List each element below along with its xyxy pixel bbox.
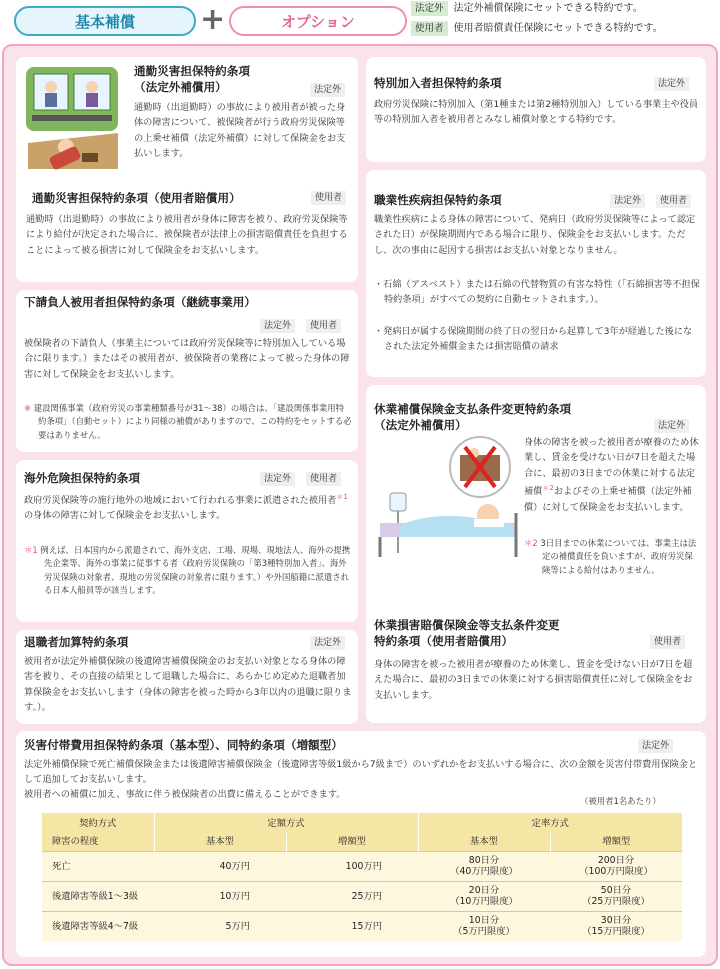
legend-line-1: 法定外 法定外補償保険にセットできる特約です。 <box>411 1 643 17</box>
card-leave-benefit-tag: 法定外 <box>654 419 689 433</box>
card-overseas-title: 海外危険担保特約条項 <box>24 471 140 485</box>
card-occupational-disease-bullet-2: ・発病日が属する保険期間の終了日の翌日から起算して3年が経過した後になされた法定外補償金または損害賠償の請求 <box>374 326 693 353</box>
card-occupational-disease-tag-2: 使用者 <box>656 194 691 208</box>
table-cell: 10日分 （5万円限度） <box>453 915 515 938</box>
card-occupational-disease-title: 職業性疾病担保特約条項 <box>374 193 502 207</box>
card-commute-liability-tag: 使用者 <box>311 191 346 205</box>
table-header-row-1 <box>42 813 682 833</box>
basic-coverage-pill: 基本補償 <box>14 6 196 36</box>
card-retirement-body: 被用者が法定外補償保険の後遺障害補償保険金のお支払い対象となる身体の障害を被り、その直接の結果として退職した場合に、あらかじめ定めた退職者加算保険金をお支払いします（身体の障害を被った時から3年以内の退職に限ります。）。 <box>24 656 352 714</box>
table-header-fixed-increase: 増額型 <box>286 833 418 851</box>
table-cell: 80日分 （40万円限度） <box>450 855 518 877</box>
card-special-enrollment-body: 政府労災保険に特別加入（第1種または第2種特別加入）している事業主や役員等の特別加入者を被用者とみなし補償対象とする特約です。 <box>374 99 699 126</box>
plus-sign: + <box>200 2 226 37</box>
card-leave-liability-tag: 使用者 <box>650 635 685 649</box>
option-pill: オプション <box>229 6 407 36</box>
table-header-rate-basic: 基本型 <box>418 833 550 851</box>
table-header-contract: 契約方式 <box>42 813 154 833</box>
table-header-fixed: 定額方式 <box>154 813 418 833</box>
table-row <box>42 851 682 881</box>
table-cell: 15万円 <box>351 920 382 932</box>
table-header-rate: 定率方式 <box>531 817 569 829</box>
bed-rest-illustration <box>370 433 518 563</box>
table-cell: 25万円 <box>351 890 382 902</box>
card-leave-liability-title: 休業損害賠償保険金等支払条件変更 特約条項（使用者賠償用） <box>374 618 560 648</box>
card-special-enrollment <box>366 57 706 162</box>
card-occupational-disease-bullet-1: ・石綿（アスベスト）または石綿の代替物質の有害な特性（「石綿損害等不担保特約条項」がすべての契約に自動セットされます。）。 <box>374 279 700 306</box>
table-header-row-2 <box>42 833 682 851</box>
table-cell: 30日分 （15万円限度） <box>582 915 650 938</box>
card-disaster-expense-title: 災害付帯費用担保特約条項（基本型）、同特約条項（増額型） <box>24 738 343 752</box>
card-special-enrollment-tag: 法定外 <box>654 77 689 91</box>
card-commute-accident-title: 通勤災害担保特約条項 （法定外補償用） <box>134 64 250 94</box>
card-commute-accident-body: 通勤時（出退勤時）の事故により被用者が被った身体の障害について、被保険者が行う政府労災保険等の上乗せ補償（法定外補償）に対して保険金をお支払いします。 <box>134 102 346 160</box>
card-subcontractor-note: ※ 建設関係事業（政府労災の事業種類番号が31～38）の場合は、「建設関係事業用特約条項」（自動セット）により同様の補償がありますので、この特約をセットする必要はありません。 <box>24 403 352 440</box>
card-special-enrollment-title: 特別加入者担保特約条項 <box>374 76 502 90</box>
train-accident-illustration <box>20 63 122 173</box>
table-header-degree: 障害の程度 <box>42 833 154 851</box>
card-retirement-tag: 法定外 <box>310 636 345 650</box>
card-subcontractor-body: 被保険者の下請負人（事業主については政府労災保険等に特別加入している場合に限ります。）またはその被用者が、被保険者の業務によって被った身体の障害に対して保険金をお支払いします。 <box>24 338 350 380</box>
table-cell: 50日分 （25万円限度） <box>582 885 650 907</box>
table-cell: 10万円 <box>219 890 250 902</box>
card-disaster-expense <box>16 731 706 957</box>
card-leave-benefit-note: ＊2 3日目までの休業については、事業主は法定の補償責任を負いますが、政府労災保険等による給付はありません。 <box>524 538 697 575</box>
card-overseas-tag-2: 使用者 <box>306 472 341 486</box>
table-header-fixed-basic: 基本型 <box>154 833 286 851</box>
table-header-rate-increase: 増額型 <box>602 836 631 848</box>
table-row <box>42 881 682 911</box>
card-leave-liability-body: 身体の障害を被った被用者が療養のため休業し、賃金を受けない日が7日を超えた場合に、最初の3日までの休業に対する損害賠償責任に対して保険金をお支払いします。 <box>374 659 693 701</box>
table-cell: 100万円 <box>345 860 382 872</box>
card-subcontractor-title: 下請負人被用者担保特約条項（継続事業用） <box>24 295 256 309</box>
table-cell: 40万円 <box>219 860 250 872</box>
card-retirement-title: 退職者加算特約条項 <box>24 635 129 649</box>
card-overseas-body: 政府労災保険等の施行地外の地域において行われる事業に派遣された被用者$^{*1}$の身体の障害に対して保険金をお支払いします。 <box>24 493 348 522</box>
card-leave-benefit <box>366 385 706 723</box>
card-leave-benefit-title: 休業補償保険金支払条件変更特約条項 （法定外補償用） <box>374 402 572 432</box>
card-subcontractor <box>16 290 358 452</box>
card-overseas <box>16 460 358 622</box>
table-cell: 20日分 （10万円限度） <box>450 885 518 907</box>
card-subcontractor-tag-1: 法定外 <box>260 319 295 333</box>
table-row-label: 死亡 <box>52 860 71 872</box>
card-commute-accident-tag: 法定外 <box>310 83 345 97</box>
card-overseas-note: ＊1 例えば、日本国内から派遣されて、海外支店、工場、現場、現地法人、海外の提携先企業等、海外の事業に従事する者（政府労災保険の「第3種特別加入者」、海外労災保険の対象者、現地の労災保険の対象者に限ります。）や外国船籍に派遣される日本人船員等が該当します。 <box>24 545 351 596</box>
card-commute-liability-body: 通勤時（出退勤時）の事故により被用者が身体に障害を被り、政府労災保険等により給付が決定された場合に、被保険者が法律上の損害賠償責任を負担することによって被る損害に対して保険金をお支払いします。 <box>26 214 348 256</box>
per-person-note: （被用者1名あたり） <box>580 796 661 806</box>
card-occupational-disease-body: 職業性疾病による身体の障害について、発病日（政府労災保険等によって認定された日）が保険期間内である場合に限り、保険金をお支払いします。ただし、次の事由に起因する損害はお支払い対象となりません。 <box>374 214 696 256</box>
card-leave-benefit-body: 身体の障害を被った被用者が療養のため休業し、賃金を受けない日が7日を超えた場合に、最初の3日までの休業に対する法定補償$^{*2}$およびその上乗せ補償（法定外補償）に対して保険金をお支払いします。 <box>524 437 699 513</box>
legend-line-2: 使用者 使用者賠償責任保険にセットできる特約です。 <box>411 21 663 37</box>
table-row-label: 後遺障害等級4～7級 <box>52 920 139 932</box>
table-cell: 5万円 <box>225 920 250 932</box>
card-retirement <box>16 630 358 724</box>
table-cell: 200日分 （100万円限度） <box>579 855 653 877</box>
table-row <box>42 911 682 941</box>
card-subcontractor-tag-2: 使用者 <box>306 319 341 333</box>
card-occupational-disease <box>366 170 706 377</box>
table-row-label: 後遺障害等級1～3級 <box>52 890 139 902</box>
card-disaster-expense-tag: 法定外 <box>638 739 673 753</box>
benefit-table <box>42 813 682 941</box>
card-commute-accident <box>16 57 358 282</box>
card-commute-liability-title: 通勤災害担保特約条項（使用者賠償用） <box>32 191 241 205</box>
card-overseas-tag-1: 法定外 <box>260 472 295 486</box>
card-disaster-expense-body: 法定外補償保険で死亡補償保険金または後遺障害補償保険金（後遺障害等級1級から7級まで）のいずれかをお支払いする場合に、次の金額を災害付帯費用保険金として追加してお支払いします。 被用者への補償に加え、事故に伴う被保険者の出費に備えることができます。 <box>24 759 698 800</box>
card-occupational-disease-tag-1: 法定外 <box>610 194 645 208</box>
